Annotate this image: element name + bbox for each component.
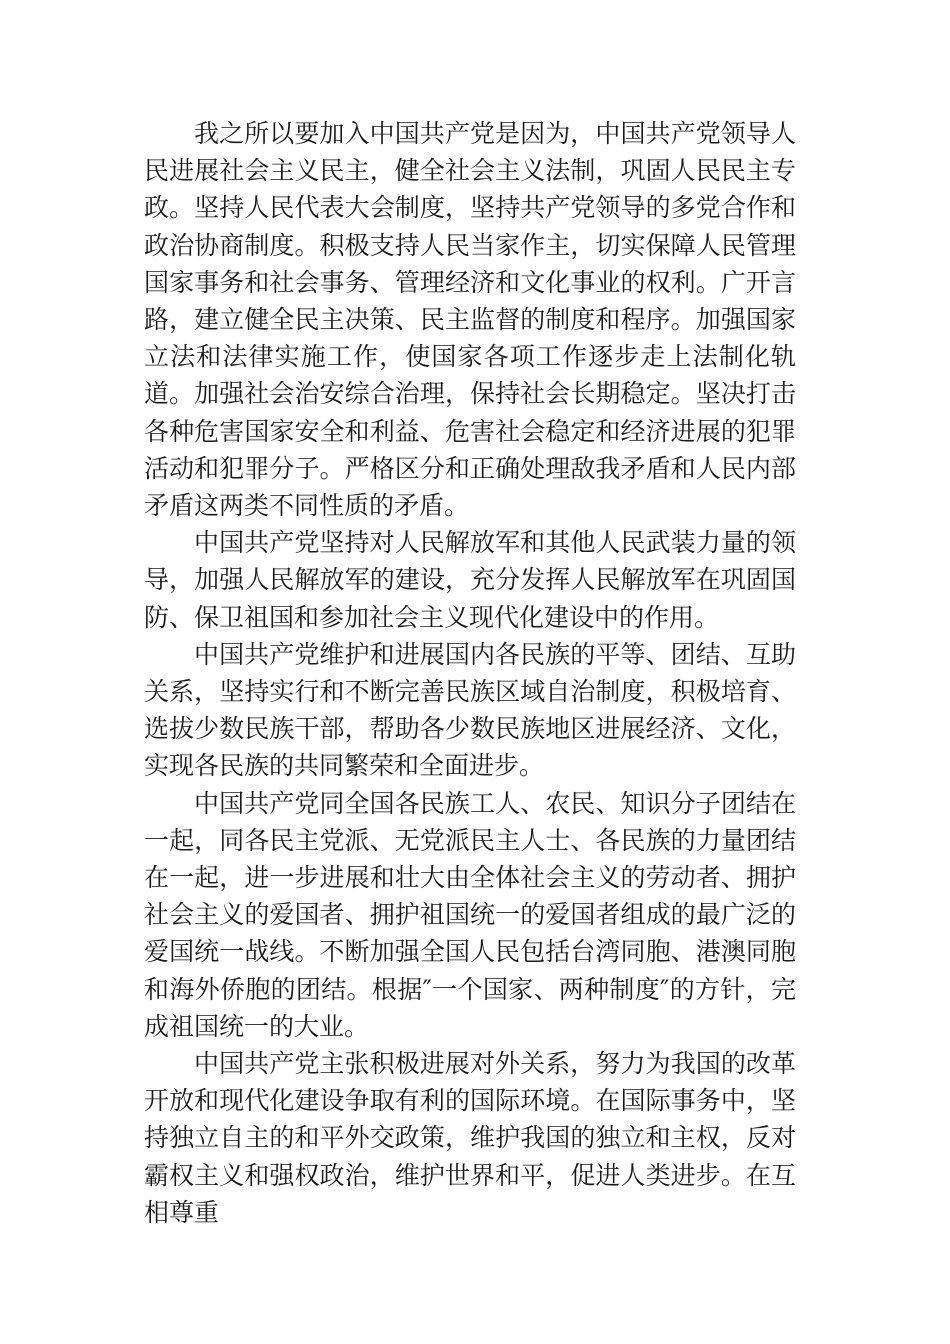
paragraph-5: 中国共产党主张积极进展对外关系，努力为我国的改革开放和现代化建设争取有利的国际环境。在国际事务中，坚持独立自主的和平外交政策，维护我国的独立和主权，反对霸权主义和强权政治，维护世界和平，促进人类进步。在互相尊重 — [144, 1049, 796, 1227]
paragraph-2: 中国共产党坚持对人民解放军和其他人民武装力量的领导，加强人民解放军的建设，充分发挥人民解放军在巩固国防、保卫祖国和参加社会主义现代化建设中的作用。 — [144, 528, 796, 632]
paragraph-3: 中国共产党维护和进展国内各民族的平等、团结、互助关系，坚持实行和不断完善民族区域自治制度，积极培育、选拔少数民族干部，帮助各少数民族地区进展经济、文化，实现各民族的共同繁荣和全面进步。 — [144, 639, 796, 781]
paragraph-4: 中国共产党同全国各民族工人、农民、知识分子团结在一起，同各民主党派、无党派民主人士、各民族的力量团结在一起，进一步进展和壮大由全体社会主义的劳动者、拥护社会主义的爱国者、拥护祖国统一的爱国者组成的最广泛的爱国统一战线。不断加强全国人民包括台湾同胞、港澳同胞和海外侨胞的团结。根据″一个国家、两种制度″的方针，完成祖国统一的大业。 — [144, 788, 796, 1041]
body-text — [144, 115, 796, 1231]
paragraph-1: 我之所以要加入中国共产党是因为，中国共产党领导人民进展社会主义民主，健全社会主义法制，巩固人民民主专政。坚持人民代表大会制度，坚持共产党领导的多党合作和政治协商制度。积极支持人民当家作主，切实保障人民管理国家事务和社会事务、管理经济和文化事业的权利。广开言路，建立健全民主决策、民主监督的制度和程序。加强国家立法和法律实施工作，使国家各项工作逐步走上法制化轨道。加强社会治安综合治理，保持社会长期稳定。坚决打击各种危害国家安全和利益、危害社会稳定和经济进展的犯罪活动和犯罪分子。严格区分和正确处理敌我矛盾和人民内部矛盾这两类不同性质的矛盾。 — [144, 119, 796, 521]
